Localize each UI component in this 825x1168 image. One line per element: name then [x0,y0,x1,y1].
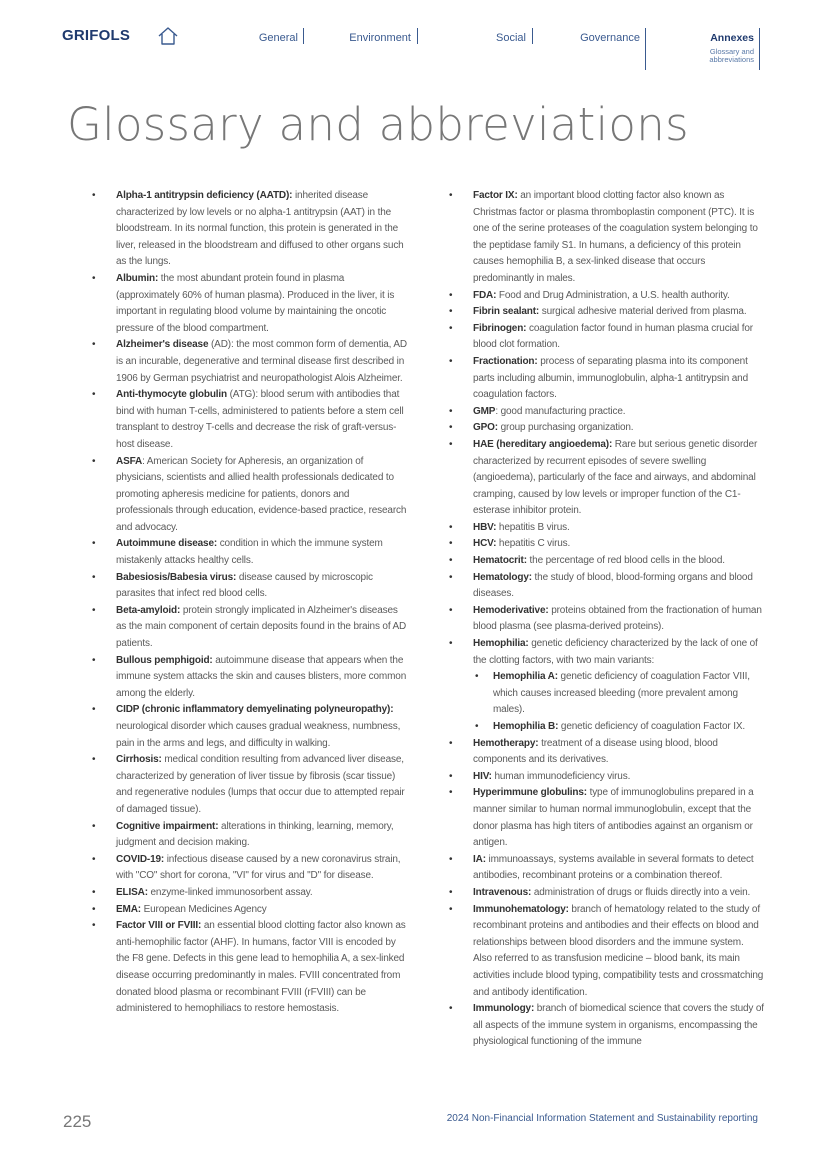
glossary-subitem [473,669,764,719]
glossary-item [449,603,764,636]
glossary-item [92,536,407,569]
page-number: 225 [63,1112,92,1131]
glossary-definition: an essential blood clotting factor also known as anti-hemophilic factor (AHF). In humans, factor VIII is encoded by the F8 gene. Defects in this gene lead to hemophilia A, a sex-linked disease occurring predominantly in males. FVIII concentrated from donated blood plasma or recombinant FVIII (rFVIII) can be administered to hemophiliacs to restore hemostasis. [116,920,406,1015]
glossary-item [92,902,407,919]
glossary-term: Anti-thymocyte globulin [116,389,227,401]
glossary-definition: Rare but serious genetic disorder characterized by recurrent episodes of severe swelling (angioedema), particularly of the face and airways, and abdominal cramping, caused by low levels or improper function of the C1- esterase inhibitor protein. [473,438,758,517]
glossary-term: Alzheimer's disease [116,339,209,351]
glossary-term: Hemophilia: [473,638,529,650]
glossary-list-left [92,188,407,1018]
glossary-item [449,885,764,902]
glossary-definition: proteins obtained from the fractionation of human blood plasma (see plasma-derived proteins). [473,604,762,633]
glossary-term: HBV: [473,521,497,533]
glossary-definition: autoimmune disease that appears when the immune system attacks the skin and causes blisters, more common among the elderly. [116,654,407,699]
glossary-item [449,288,764,305]
glossary-term: Intravenous: [473,886,532,898]
glossary-term: Babesiosis/Babesia virus: [116,571,237,583]
glossary-definition: hepatitis B virus. [496,521,570,533]
header [0,0,825,80]
glossary-definition: (AD): the most common form of dementia, AD is an incurable, degenerative and terminal disease first described in 1906 by German psychiatrist and neuropathologist Alois Alzheimer. [116,339,407,384]
grifols-logo[interactable]: GRIFOLS [62,27,131,44]
glossary-item [449,636,764,736]
glossary-item [449,354,764,404]
glossary-term: ASFA [116,455,143,467]
glossary-definition: genetic deficiency of coagulation Factor VIII, which causes increased bleeding (more prevalent among males). [493,671,750,716]
glossary-item [449,304,764,321]
glossary-term: Hemophilia A: [493,671,558,683]
nav-annexes[interactable] [709,32,754,64]
glossary-item [92,702,407,752]
glossary-item [92,752,407,818]
home-icon[interactable] [157,25,179,47]
nav-annexes-sub: abbreviations [709,55,754,64]
glossary-item [449,902,764,1002]
hemophilia-variants-list [473,669,764,735]
glossary-item [92,918,407,1018]
glossary-column-left [92,188,407,1018]
glossary-definition: European Medicines Agency [140,903,267,915]
glossary-term: Hematology: [473,571,532,583]
nav-divider [532,28,533,44]
glossary-item [449,553,764,570]
glossary-term: Fractionation: [473,355,538,367]
glossary-term: Cirrhosis: [116,754,162,766]
glossary-item [92,819,407,852]
glossary-term: Immunology: [473,1003,535,1015]
glossary-item [92,271,407,337]
glossary-item [449,437,764,520]
glossary-definition: branch of hematology related to the study of recombinant proteins and antibodies and their effects on blood and relationships between blood disorders and the immune system. Also referred to as transfusion medicine – blood bank, its main activities include blood typing, compatibility tests and crossmatching and antibody identification. [473,903,764,998]
glossary-item [92,885,407,902]
glossary-term: Factor IX: [473,190,518,201]
glossary-definition: treatment of a disease using blood, blood components and its derivatives. [473,737,718,766]
glossary-item [449,188,764,288]
glossary-item [449,1001,764,1051]
glossary-term: Beta-amyloid: [116,604,181,616]
glossary-term: Bullous pemphigoid: [116,654,213,666]
glossary-term: ELISA: [116,886,148,898]
glossary-definition: the most abundant protein found in plasma (approximately 60% of human plasma). Produced in the liver, it is important in regulating blood volume by maintaining the oncotic pressure of the blood compartment. [116,272,395,334]
glossary-definition: human immunodeficiency virus. [491,770,631,782]
glossary-definition: group purchasing organization. [497,422,634,434]
page-title: Glossary and abbreviations [67,98,689,151]
glossary-definition: the study of blood, blood-forming organs and blood diseases. [473,571,753,600]
glossary-term: FDA: [473,289,497,301]
glossary-definition: disease caused by microscopic parasites that infect red blood cells. [116,571,373,600]
glossary-term: EMA: [116,903,141,915]
glossary-term: Autoimmune disease: [116,538,218,550]
glossary-item [449,769,764,786]
glossary-definition: administration of drugs or fluids directly into a vein. [531,886,751,898]
glossary-definition: : American Society for Apheresis, an organization of physicians, scientists and allied health professionals dedicated to promoting apheresis medicine for patients, donors and professionals through education, evidence-based practice, research and advocacy. [116,455,407,533]
glossary-term: COVID-19: [116,853,165,865]
glossary-item [92,570,407,603]
nav-general[interactable]: General [258,32,298,44]
glossary-definition: alterations in thinking, learning, memory, judgment and decision making. [116,820,394,849]
glossary-definition: coagulation factor found in human plasma crucial for blood clot formation. [473,322,753,351]
glossary-definition: type of immunoglobulins prepared in a manner similar to human normal immunoglobulin, except that the donor plasma has high titers of antibodies against an organism or antigen. [473,787,754,849]
glossary-item [92,653,407,703]
glossary-item [449,785,764,851]
glossary-term: Immunohematology: [473,903,569,915]
glossary-item [92,188,407,271]
glossary-definition: genetic deficiency characterized by the lack of one of the clotting factors, with two main variants: [473,638,758,666]
glossary-definition: (ATG): blood serum with antibodies that bind with human T-cells, administered to patients before a stem cell transplant to destroy T-cells and decrease the risk of graft-versus-host disease. [116,389,404,450]
glossary-definition: hepatitis C virus. [496,538,571,550]
glossary-term: Alpha-1 antitrypsin deficiency (AATD): [116,190,293,201]
glossary-term: GPO: [473,422,498,434]
nav-environment[interactable]: Environment [349,32,411,44]
glossary-definition: condition in which the immune system mistakenly attacks healthy cells. [116,538,383,567]
glossary-item [449,420,764,437]
glossary-subitem [473,719,764,736]
glossary-definition: protein strongly implicated in Alzheimer's diseases as the main component of certain deposits found in the brains of AD patients. [116,604,407,650]
glossary-column-right [449,188,764,1051]
glossary-term: HCV: [473,538,497,550]
glossary-term: IA: [473,853,486,865]
glossary-list-right [449,188,764,1051]
glossary-term: Hemophilia B: [493,721,559,732]
nav-divider [417,28,418,44]
glossary-item [92,454,407,537]
report-title[interactable]: 2024 Non-Financial Information Statement and Sustainability reporting [446,1113,758,1124]
glossary-item [449,570,764,603]
nav-social[interactable]: Social [496,32,526,44]
glossary-term: GMP [473,405,496,417]
nav-divider [645,28,646,70]
glossary-term: HAE (hereditary angioedema): [473,438,613,450]
glossary-term: Hemoderivative: [473,604,549,616]
glossary-definition: Food and Drug Administration, a U.S. health authority. [496,289,730,301]
glossary-term: HIV: [473,770,492,782]
nav-divider [759,28,760,70]
glossary-term: Fibrinogen: [473,322,527,334]
nav-annexes-label: Annexes [710,32,754,44]
glossary-term: Hemotherapy: [473,737,539,749]
glossary-item [92,387,407,453]
glossary-term: Fibrin sealant: [473,306,540,318]
glossary-definition: neurological disorder which causes gradual weakness, numbness, pain in the arms and legs, and difficulty in walking. [116,721,401,749]
glossary-definition: infectious disease caused by a new coronavirus strain, with "CO" short for corona, "VI" for virus and "D" for disease. [116,853,401,882]
nav-annexes-sub: Glossary and [709,47,754,56]
nav-divider [303,28,304,44]
glossary-definition: inherited disease characterized by low levels or no alpha-1 antitrypsin (AAT) in the bloodstream. In its normal function, this protein is generated in the liver, released in the bloodstream and diffused to other organs such as the lungs. [116,190,404,268]
glossary-item [449,404,764,421]
glossary-definition: genetic deficiency of coagulation Factor IX. [558,721,745,732]
glossary-term: Albumin: [116,272,159,284]
glossary-item [449,852,764,885]
glossary-term: Cognitive impairment: [116,820,219,832]
glossary-term: Hyperimmune globulins: [473,787,587,799]
glossary-definition: an important blood clotting factor also known as Christmas factor or plasma thromboplastin component (PTC). It is one of the serine proteases of the coagulation system belonging to the peptidase family S1. In humans, a deficiency of this protein causes hemophilia B, a sex-linked disease that occurs predominantly in males. [473,190,758,284]
glossary-item [449,520,764,537]
glossary-definition: : good manufacturing practice. [495,405,626,417]
glossary-term: Hematocrit: [473,555,527,567]
glossary-definition: enzyme-linked immunosorbent assay. [147,886,313,898]
glossary-definition: medical condition resulting from advanced liver disease, characterized by generation of liver tissue by fibrosis (scar tissue) and regenerative nodules (lumps that occur due to attempted repair of damaged tissue). [116,754,405,815]
glossary-term: CIDP (chronic inflammatory demyelinating polyneuropathy): [116,704,394,716]
glossary-item [92,337,407,387]
glossary-item [449,536,764,553]
glossary-item [449,321,764,354]
glossary-definition: the percentage of red blood cells in the blood. [526,555,725,567]
glossary-item [92,603,407,653]
glossary-definition: branch of biomedical science that covers the study of all aspects of the immune system in organisms, encompassing the physiological functioning of the immune [473,1003,764,1048]
glossary-definition: process of separating plasma into its component parts including albumin, immunoglobulin, alpha-1 antitrypsin and coagulation factors. [473,355,749,401]
glossary-definition: immunoassays, systems available in several formats to detect antibodies, recombinant proteins or a combination thereof. [473,853,754,882]
glossary-term: Factor VIII or FVIII: [116,920,202,932]
glossary-item [92,852,407,885]
glossary-item [449,736,764,769]
glossary-definition: surgical adhesive material derived from plasma. [539,306,747,318]
nav-governance[interactable]: Governance [580,32,640,44]
